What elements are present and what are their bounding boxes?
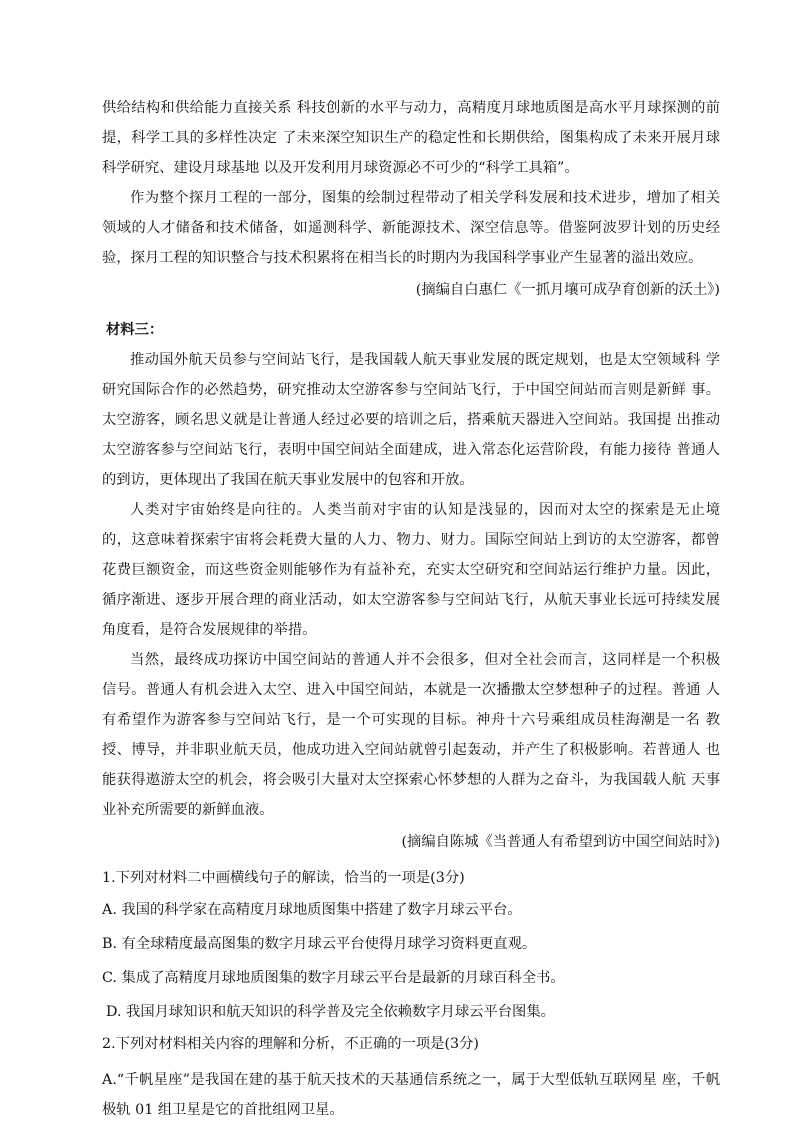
material2-paragraph-2: 作为整个探月工程的一部分，图集的绘制过程带动了相关学科发展和技术进步，增加了相关 领域的人才储备和技术储备，如遥测科学、新能源技术、深空信息等。借鉴阿波罗计划的历史经 验，探月工程的知识整合与技术积累将在相当长的时期内为我国科学事业产生显著的溢出效应。 bbox=[102, 190, 720, 266]
material2-paragraph-1: 供给结构和供给能力直接关系 科技创新的水平与动力，高精度月球地质图是高水平月球探测的前提，科学工具的多样性决定 了未来深空知识生产的稳定性和长期供给，图集构成了未来开展月球科学研究、建设月球基地 以及开发利用月球资源必不可少的“科学工具箱”。 bbox=[102, 100, 720, 176]
material2-source: (摘编自白惠仁《一抓月壤可成孕育创新的沃土》) bbox=[415, 282, 720, 298]
question-1-option-c: C. 集成了高精度月球地质图集的数字月球云平台是最新的月球百科全书。 bbox=[102, 970, 565, 986]
question-1-option-a: A. 我国的科学家在高精度月球地质图集中搭建了数字月球云平台。 bbox=[102, 902, 522, 918]
material3-source: (摘编自陈城《当普通人有希望到访中国空间站时》) bbox=[401, 834, 720, 850]
question-2-stem: 2.下列对材料相关内容的理解和分析，不正确的一项是(3分) bbox=[102, 1036, 480, 1052]
material3-heading: 材料三： bbox=[106, 322, 164, 338]
document-body bbox=[102, 93, 720, 1125]
question-1-stem: 1.下列对材料二中画横线句子的解读，恰当的一项是(3分) bbox=[102, 870, 465, 886]
question-2-option-a: A.“千帆星座”是我国在建的基于航天技术的天基通信系统之一，属于大型低轨互联网星 座，千帆极轨 01 组卫星是它的首批组网卫星。 bbox=[102, 1072, 720, 1118]
question-1-option-d: D. 我国月球知识和航天知识的科学普及完全依赖数字月球云平台图集。 bbox=[106, 1004, 555, 1020]
material3-paragraph-1: 推动国外航天员参与空间站飞行，是我国载人航天事业发展的既定规划，也是太空领域科 学研究国际合作的必然趋势，研究推动太空游客参与空间站飞行，于中国空间站而言则是新鲜 事。太空游客，顾名思义就是让普通人经过必要的培训之后，搭乘航天器进入空间站。我国提 出推动太空游客参与空间站飞行，表明中国空间站全面建成，进入常态化运营阶段，有能力接待 普通人的到访，更体现出了我国在航天事业发展中的包容和开放。 bbox=[102, 352, 720, 488]
material3-paragraph-3: 当然，最终成功探访中国空间站的普通人并不会很多，但对全社会而言，这同样是一个积极 信号。普通人有机会进入太空、进入中国空间站，本就是一次播撒太空梦想种子的过程。普通 人有希望作为游客参与空间站飞行，是一个可实现的目标。神舟十六号乘组成员桂海潮是一名 教授、博导，并非职业航天员，他成功进入空间站就曾引起轰动，并产生了积极影响。若普通人 也能获得遨游太空的机会，将会吸引大量对太空探索心怀梦想的人群为之奋斗，为我国载人航 天事业补充所需要的新鲜血液。 bbox=[102, 652, 720, 818]
question-1-option-b: B. 有全球精度最高图集的数字月球云平台使得月球学习资料更直观。 bbox=[102, 936, 537, 952]
material3-paragraph-2: 人类对宇宙始终是向往的。人类当前对宇宙的认知是浅显的，因而对太空的探索是无止境 的，这意味着探索宇宙将会耗费大量的人力、物力、财力。国际空间站上到访的太空游客，都曾 花费巨额资金，而这些资金则能够作为有益补充，充实太空研究和空间站运行维护力量。因此， 循序渐进、逐步开展合理的商业活动，如太空游客参与空间站飞行，从航天事业长远可持续发展 角度看，是符合发展规律的举措。 bbox=[102, 502, 720, 638]
